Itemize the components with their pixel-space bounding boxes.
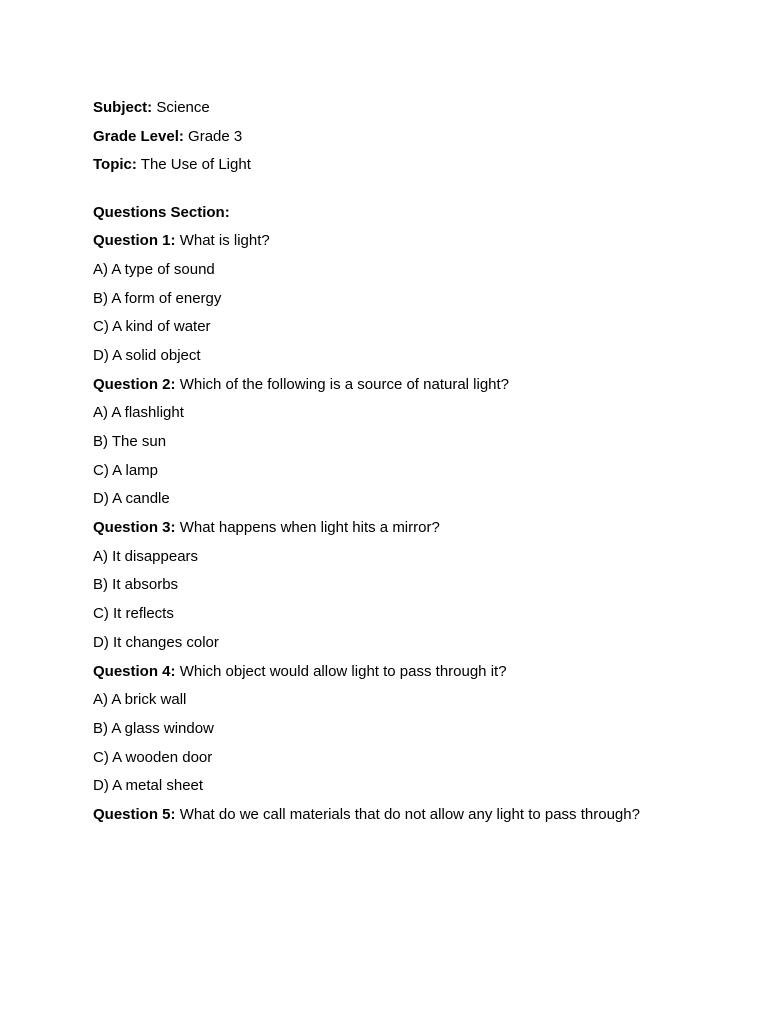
topic-line <box>93 155 733 184</box>
section-heading: Questions Section: <box>93 203 230 221</box>
section-spacer <box>93 184 733 203</box>
question-text: What is light? <box>179 232 270 250</box>
question-text: What happens when light hits a mirror? <box>179 519 440 537</box>
answer-option: D) A candle <box>93 490 170 508</box>
question-label: Question 2: <box>93 375 176 393</box>
answer-option: B) The sun <box>93 433 167 450</box>
answer-option: B) It absorbs <box>93 576 179 594</box>
answer-option: D) It changes color <box>93 633 219 651</box>
answer-option: D) A metal sheet <box>93 777 204 795</box>
subject-label: Subject: <box>93 99 153 116</box>
question-4-line <box>93 662 733 691</box>
answer-option: A) A brick wall <box>93 691 187 709</box>
question-label: Question 3: <box>93 519 176 537</box>
topic-label: Topic: <box>93 156 137 173</box>
answer-option: D) A solid object <box>93 346 201 364</box>
question-2-line <box>93 375 733 404</box>
document-page <box>93 98 733 834</box>
question-label: Question 4: <box>93 662 176 680</box>
answer-option: A) A flashlight <box>93 404 184 422</box>
question-text: What do we call materials that do not allow any light to pass through? <box>179 805 640 823</box>
answer-option: C) A lamp <box>93 461 159 479</box>
question-3-line <box>93 518 733 547</box>
answer-option: C) A kind of water <box>93 318 211 336</box>
question-1-line <box>93 231 733 260</box>
question-5-line <box>93 805 733 834</box>
subject-value: Science <box>156 99 210 116</box>
answer-option: C) It reflects <box>93 605 174 623</box>
answer-option: B) A glass window <box>93 719 214 737</box>
grade-level-label: Grade Level: <box>93 127 184 145</box>
topic-value: The Use of Light <box>140 156 251 173</box>
section-heading-line <box>93 203 733 232</box>
question-label: Question 5: <box>93 805 176 823</box>
answer-option: C) A wooden door <box>93 748 213 766</box>
grade-level-line <box>93 127 733 156</box>
grade-level-value: Grade 3 <box>188 127 243 145</box>
answer-option: A) A type of sound <box>93 260 215 278</box>
question-text: Which of the following is a source of natural light? <box>179 375 510 393</box>
question-label: Question 1: <box>93 232 176 250</box>
answer-option: B) A form of energy <box>93 289 222 307</box>
subject-line <box>93 98 733 127</box>
questions-list <box>93 231 733 833</box>
answer-option: A) It disappears <box>93 547 199 565</box>
question-text: Which object would allow light to pass through it? <box>179 662 507 680</box>
